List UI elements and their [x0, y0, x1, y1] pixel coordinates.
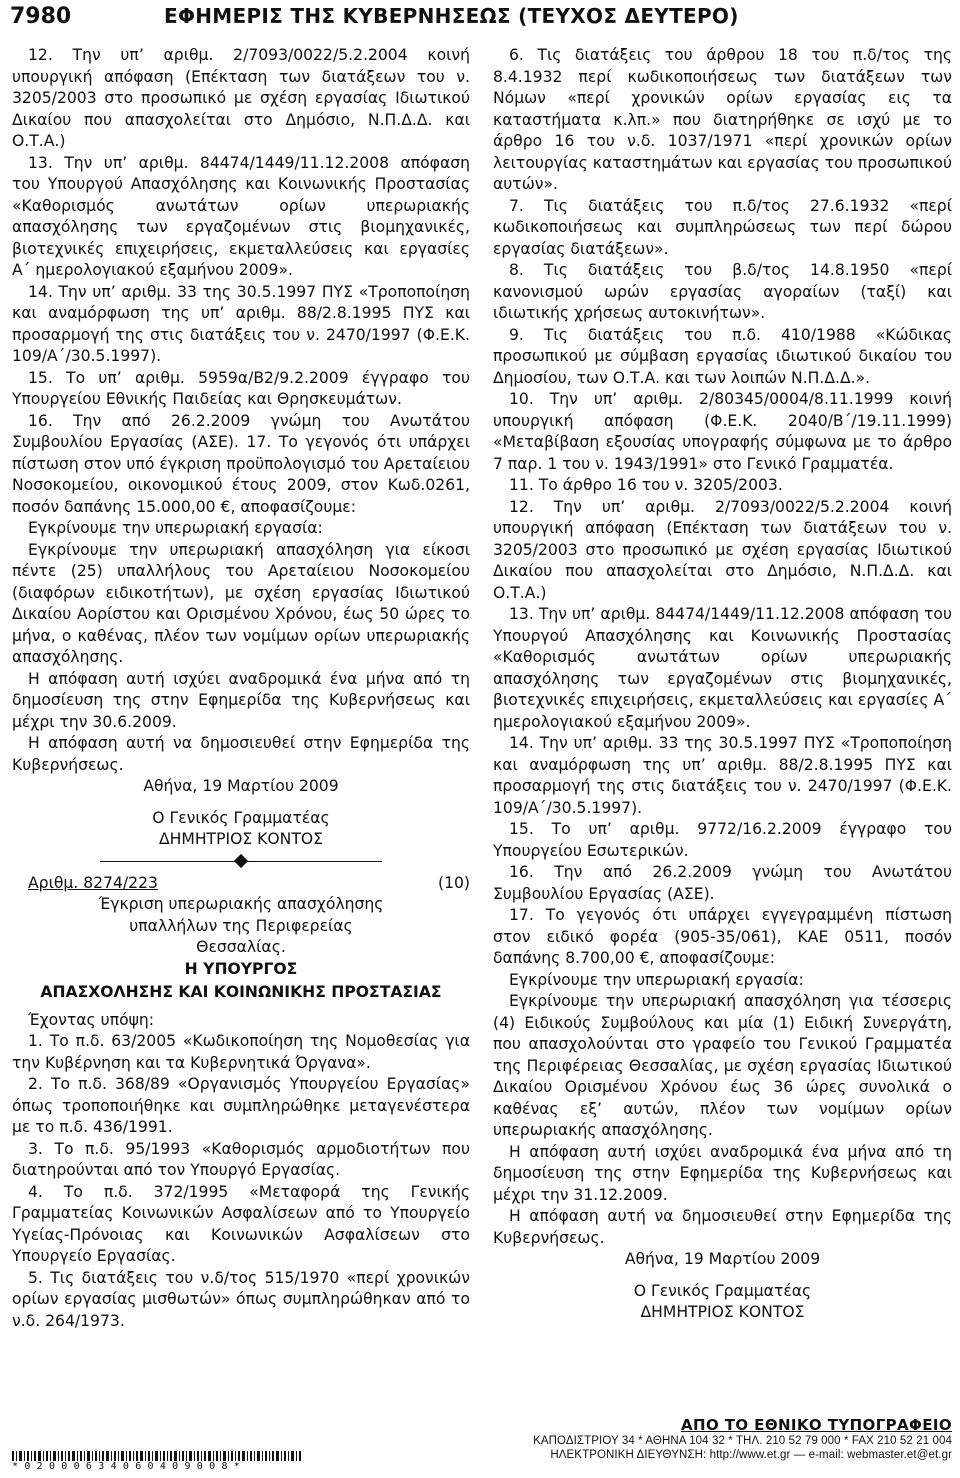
considering-item: 12. Την υπ’ αριθμ. 2/7093/0022/5.2.2004 κοινή υπουργική απόφαση (Επέκταση των διατάξεων του ν. 3205/2003 στο προσωπικό με σχέση εργασίας Ιδιωτικού Δικαίου που απασχολείται στο Δημόσιο, Ν.Π.Δ.Δ. και Ο.Τ.Α.): [493, 497, 952, 602]
place-date: Αθήνα, 19 Μαρτίου 2009: [143, 777, 339, 795]
printer-address: ΚΑΠΟΔΙΣΤΡΙΟΥ 34 * ΑΘΗΝΑ 104 32 * ΤΗΛ. 210 52 79 000 * FAX 210 52 21 004: [533, 1435, 952, 1447]
considering-item: 5. Τις διατάξεις του ν.δ/τος 515/1970 «περί χρονικών ορίων εργασίας μισθωτών» όπως συμπληρώθηκαν από το ν.δ. 264/1973.: [12, 1268, 470, 1330]
decision-title: Έγκριση υπερωριακής απασχόλησης υπαλλήλων της Περιφερείας Θεσσαλίας.: [98, 895, 384, 956]
signatory-name: ΔΗΜΗΤΡΙΟΣ ΚΟΝΤΟΣ: [640, 1303, 805, 1321]
printer-web: ΗΛΕΚΤΡΟΝΙΚΗ ΔΙΕΥΘΥΝΣΗ: http://www.et.gr — e-mail: webmaster.et@et.gr: [550, 1449, 952, 1461]
considering-item: 4. Το π.δ. 372/1995 «Μεταφορά της Γενικής Γραμματείας Κοινωνικών Ασφαλίσεων από το Υπουργείο Υγείας-Πρόνοιας και Κοινωνικών Ασφαλίσεων στο Υπουργείο Εργασίας.: [12, 1182, 470, 1265]
ministry-name: ΑΠΑΣΧΟΛΗΣΗΣ ΚΑΙ ΚΟΙΝΩΝΙΚΗΣ ΠΡΟΣΤΑΣΙΑΣ: [40, 983, 442, 1001]
left-column: [12, 45, 470, 1332]
considering-item: 7. Τις διατάξεις του π.δ/τος 27.6.1932 «περί κωδικοποιήσεως και συμπληρώσεως των περί δώρου εργασίας διατάξεων».: [493, 196, 952, 258]
considering-item: 6. Τις διατάξεις του άρθρου 18 του π.δ/τος της 8.4.1932 περί κωδικοποιήσεως των διατάξεων των Νόμων «περί χρονικών ορίων εργασίας εις τα καταστήματα κ.λπ.» που διατηρήθηκε σε ισχύ με το άρθρο 16 του ν.δ. 1037/1971 «περί χρονικών ορίων λειτουργίας καταστημάτων και εργασίας του προσωπικού αυτών».: [493, 46, 952, 193]
reference-item: 13. Την υπ’ αριθμ. 84474/1449/11.12.2008 απόφαση του Υπουργού Απασχόλησης και Κοινωνικής Προστασίας «Καθορισμός ανωτάτων ορίων υπερωριακής απασχόλησης των εργαζομένων στις βιομηχανικές, βιοτεχνικές επιχειρήσεις, εκμεταλλεύσεις και εργασίες Α΄ ημερολογιακού εξαμήνου 2009».: [12, 153, 470, 279]
approval-text: Εγκρίνουμε την υπερωριακή απασχόληση για είκοσι πέντε (25) υπαλλήλους του Αρεταίειου Νοσοκομείου (διαφόρων ειδικοτήτων), με σχέση εργασίας Ιδιωτικού Δικαίου Αορίστου και Ορισμένου Χρόνου, έως 50 ώρες το μήνα, ο καθένας, πλέον των νομίμων ορίων υπερωριακής απασχόλησης.: [12, 540, 470, 666]
considering-item: 2. Το π.δ. 368/89 «Οργανισμός Υπουργείου Εργασίας» όπως τροποποιήθηκε και συμπληρώθηκε μεταγενέστερα με το π.δ. 436/1991.: [12, 1075, 470, 1136]
minister-title: Η ΥΠΟΥΡΓΟΣ: [184, 959, 298, 978]
approval-heading: Εγκρίνουμε την υπερωριακή εργασία:: [509, 970, 804, 989]
considering-item: 15. Το υπ’ αριθμ. 9772/16.2.2009 έγγραφο του Υπουργείου Εσωτερικών.: [493, 820, 952, 860]
reference-item: 16. Την από 26.2.2009 γνώμη του Ανωτάτου Συμβουλίου Εργασίας (ΑΣΕ). 17. Το γεγονός ότι υπάρχει πίστωση στον υπό έγκριση προϋπολογισμό του Αρεταίειου Νοσοκομείου, οικονομικού έτους 2009, στον Κωδ.0261, ποσόν δαπάνης 15.000,00 €, αποφασίζουμε:: [12, 411, 470, 516]
diamond-icon: [234, 853, 248, 867]
gazette-title: ΕΦΗΜΕΡΙΣ ΤΗΣ ΚΥΒΕΡΝΗΣΕΩΣ (ΤΕΥΧΟΣ ΔΕΥΤΕΡΟ): [164, 4, 739, 28]
considering-item: 16. Την από 26.2.2009 γνώμη του Ανωτάτου Συμβουλίου Εργασίας (ΑΣΕ).: [493, 863, 952, 903]
barcode: [12, 1451, 302, 1473]
considering-heading: Έχοντας υπόψη:: [28, 1010, 155, 1029]
page-header: [10, 4, 950, 44]
publish-text: Η απόφαση αυτή να δημοσιευθεί στην Εφημερίδα της Κυβερνήσεως.: [493, 1207, 952, 1247]
right-column: [493, 45, 952, 1324]
signatory-title: Ο Γενικός Γραμματέας: [633, 1281, 812, 1300]
considering-item: 13. Την υπ’ αριθμ. 84474/1449/11.12.2008 απόφαση του Υπουργού Απασχόλησης και Κοινωνικής Προστασίας «Καθορισμός ανωτάτων ορίων υπερωριακής απασχόλησης των εργαζομένων στις βιομηχανικές, βιοτεχνικές επιχειρήσεις, εκμεταλλεύσεις και εργασίες Α΄ ημερολογιακού εξαμήνου 2009».: [493, 605, 952, 731]
signatory-title: Ο Γενικός Γραμματέας: [152, 808, 330, 827]
decision-sequence: (10): [437, 873, 470, 892]
barcode-number: *02000634060409008*: [12, 1461, 302, 1472]
approval-text: Εγκρίνουμε την υπερωριακή απασχόληση για τέσσερις (4) Ειδικούς Συμβούλους και μία (1) Ειδική Συνεργάτη, που απασχολούνται στο γραφείο του Γενικού Γραμματέα της Περιφέρειας Θεσσαλίας, με σχέση εργασίας Ιδιωτικού Δικαίου Ορισμένου Χρόνου έως 36 ώρες συνολικά ο καθένας εξ’ αυτών, πλέον των νομίμων ορίων υπερωριακής απασχόλησης.: [493, 992, 952, 1139]
decision-number: Αριθμ. 8274/223: [28, 873, 158, 892]
validity-text: Η απόφαση αυτή ισχύει αναδρομικά ένα μήνα από τη δημοσίευση της στην Εφημερίδα της Κυβερνήσεως και μέχρι την 31.12.2009.: [493, 1142, 952, 1204]
section-divider: [12, 853, 470, 871]
page-number: 7980: [10, 4, 72, 29]
printer-footer: [493, 1416, 952, 1462]
publish-text: Η απόφαση αυτή να δημοσιευθεί στην Εφημερίδα της Κυβερνήσεως.: [12, 734, 470, 774]
signatory-name: ΔΗΜΗΤΡΙΟΣ ΚΟΝΤΟΣ: [158, 830, 323, 848]
considering-item: 8. Τις διατάξεις του β.δ/τος 14.8.1950 «περί κανονισμού ωρών εργασίας αγοραίων (ταξί) και ιδιωτικής χρήσεως αυτοκινήτων».: [493, 261, 952, 322]
place-date: Αθήνα, 19 Μαρτίου 2009: [624, 1250, 821, 1268]
validity-text: Η απόφαση αυτή ισχύει αναδρομικά ένα μήνα από τη δημοσίευση της στην Εφημερίδα της Κυβερνήσεως και μέχρι την 30.6.2009.: [12, 669, 470, 731]
considering-item: 1. Το π.δ. 63/2005 «Κωδικοποίηση της Νομοθεσίας για την Κυβέρνηση και τα Κυβερνητικά Όργανα».: [12, 1032, 470, 1072]
considering-item: 14. Την υπ’ αριθμ. 33 της 30.5.1997 ΠΥΣ «Τροποποίηση και αναμόρφωση της υπ’ αριθμ. 88/2.8.1995 ΠΥΣ και προσαρμογή της στις διατάξεις του ν. 2470/1997 (Φ.Ε.Κ. 109/Α΄/30.5.1997).: [493, 734, 952, 817]
considering-item: 3. Το π.δ. 95/1993 «Καθορισμός αρμοδιοτήτων που διατηρούνται από τον Υπουργό Εργασίας.: [12, 1139, 470, 1179]
printer-title: ΑΠΟ ΤΟ ΕΘΝΙΚΟ ΤΥΠΟΓΡΑΦΕΙΟ: [681, 1416, 952, 1434]
reference-item: 12. Την υπ’ αριθμ. 2/7093/0022/5.2.2004 κοινή υπουργική απόφαση (Επέκταση των διατάξεων του ν. 3205/2003 στο προσωπικό με σχέση εργασίας Ιδιωτικού Δικαίου που απασχολείται στο Δημόσιο, Ν.Π.Δ.Δ. και Ο.Τ.Α.): [12, 46, 470, 150]
approval-heading: Εγκρίνουμε την υπερωριακή εργασία:: [28, 519, 323, 537]
decision-number-row: [12, 873, 470, 895]
reference-item: 15. Το υπ’ αριθμ. 5959α/Β2/9.2.2009 έγγραφο του Υπουργείου Εθνικής Παιδείας και Θρησκευμάτων.: [12, 368, 470, 408]
considering-item: 11. Το άρθρο 16 του ν. 3205/2003.: [509, 476, 783, 494]
considering-item: 9. Τις διατάξεις του π.δ. 410/1988 «Κώδικας προσωπικού με σύμβαση εργασίας ιδιωτικού δικαίου του Δημοσίου, των Ο.Τ.Α. και των λοιπών Ν.Π.Δ.Δ.».: [493, 325, 952, 387]
considering-item: 17. Το γεγονός ότι υπάρχει εγγεγραμμένη πίστωση στον ειδικό φορέα (905-35/061), ΚΑΕ 0511, ποσόν δαπάνης 8.700,00 €, αποφασίζουμε:: [493, 906, 952, 967]
reference-item: 14. Την υπ’ αριθμ. 33 της 30.5.1997 ΠΥΣ «Τροποποίηση και αναμόρφωση της υπ’ αριθμ. 88/2.8.1995 ΠΥΣ και προσαρμογή της στις διατάξεις του ν. 2470/1997 (Φ.Ε.Κ. 109/Α΄/30.5.1997).: [12, 282, 470, 365]
considering-item: 10. Την υπ’ αριθμ. 2/80345/0004/8.11.1999 κοινή υπουργική απόφαση (Φ.Ε.Κ. 2040/Β΄/19.11.1999) «Μεταβίβαση εξουσίας υπογραφής σύμφωνα με το άρθρο 7 παρ. 1 του ν. 1943/1991» στο Γενικό Γραμματέα.: [493, 390, 952, 473]
